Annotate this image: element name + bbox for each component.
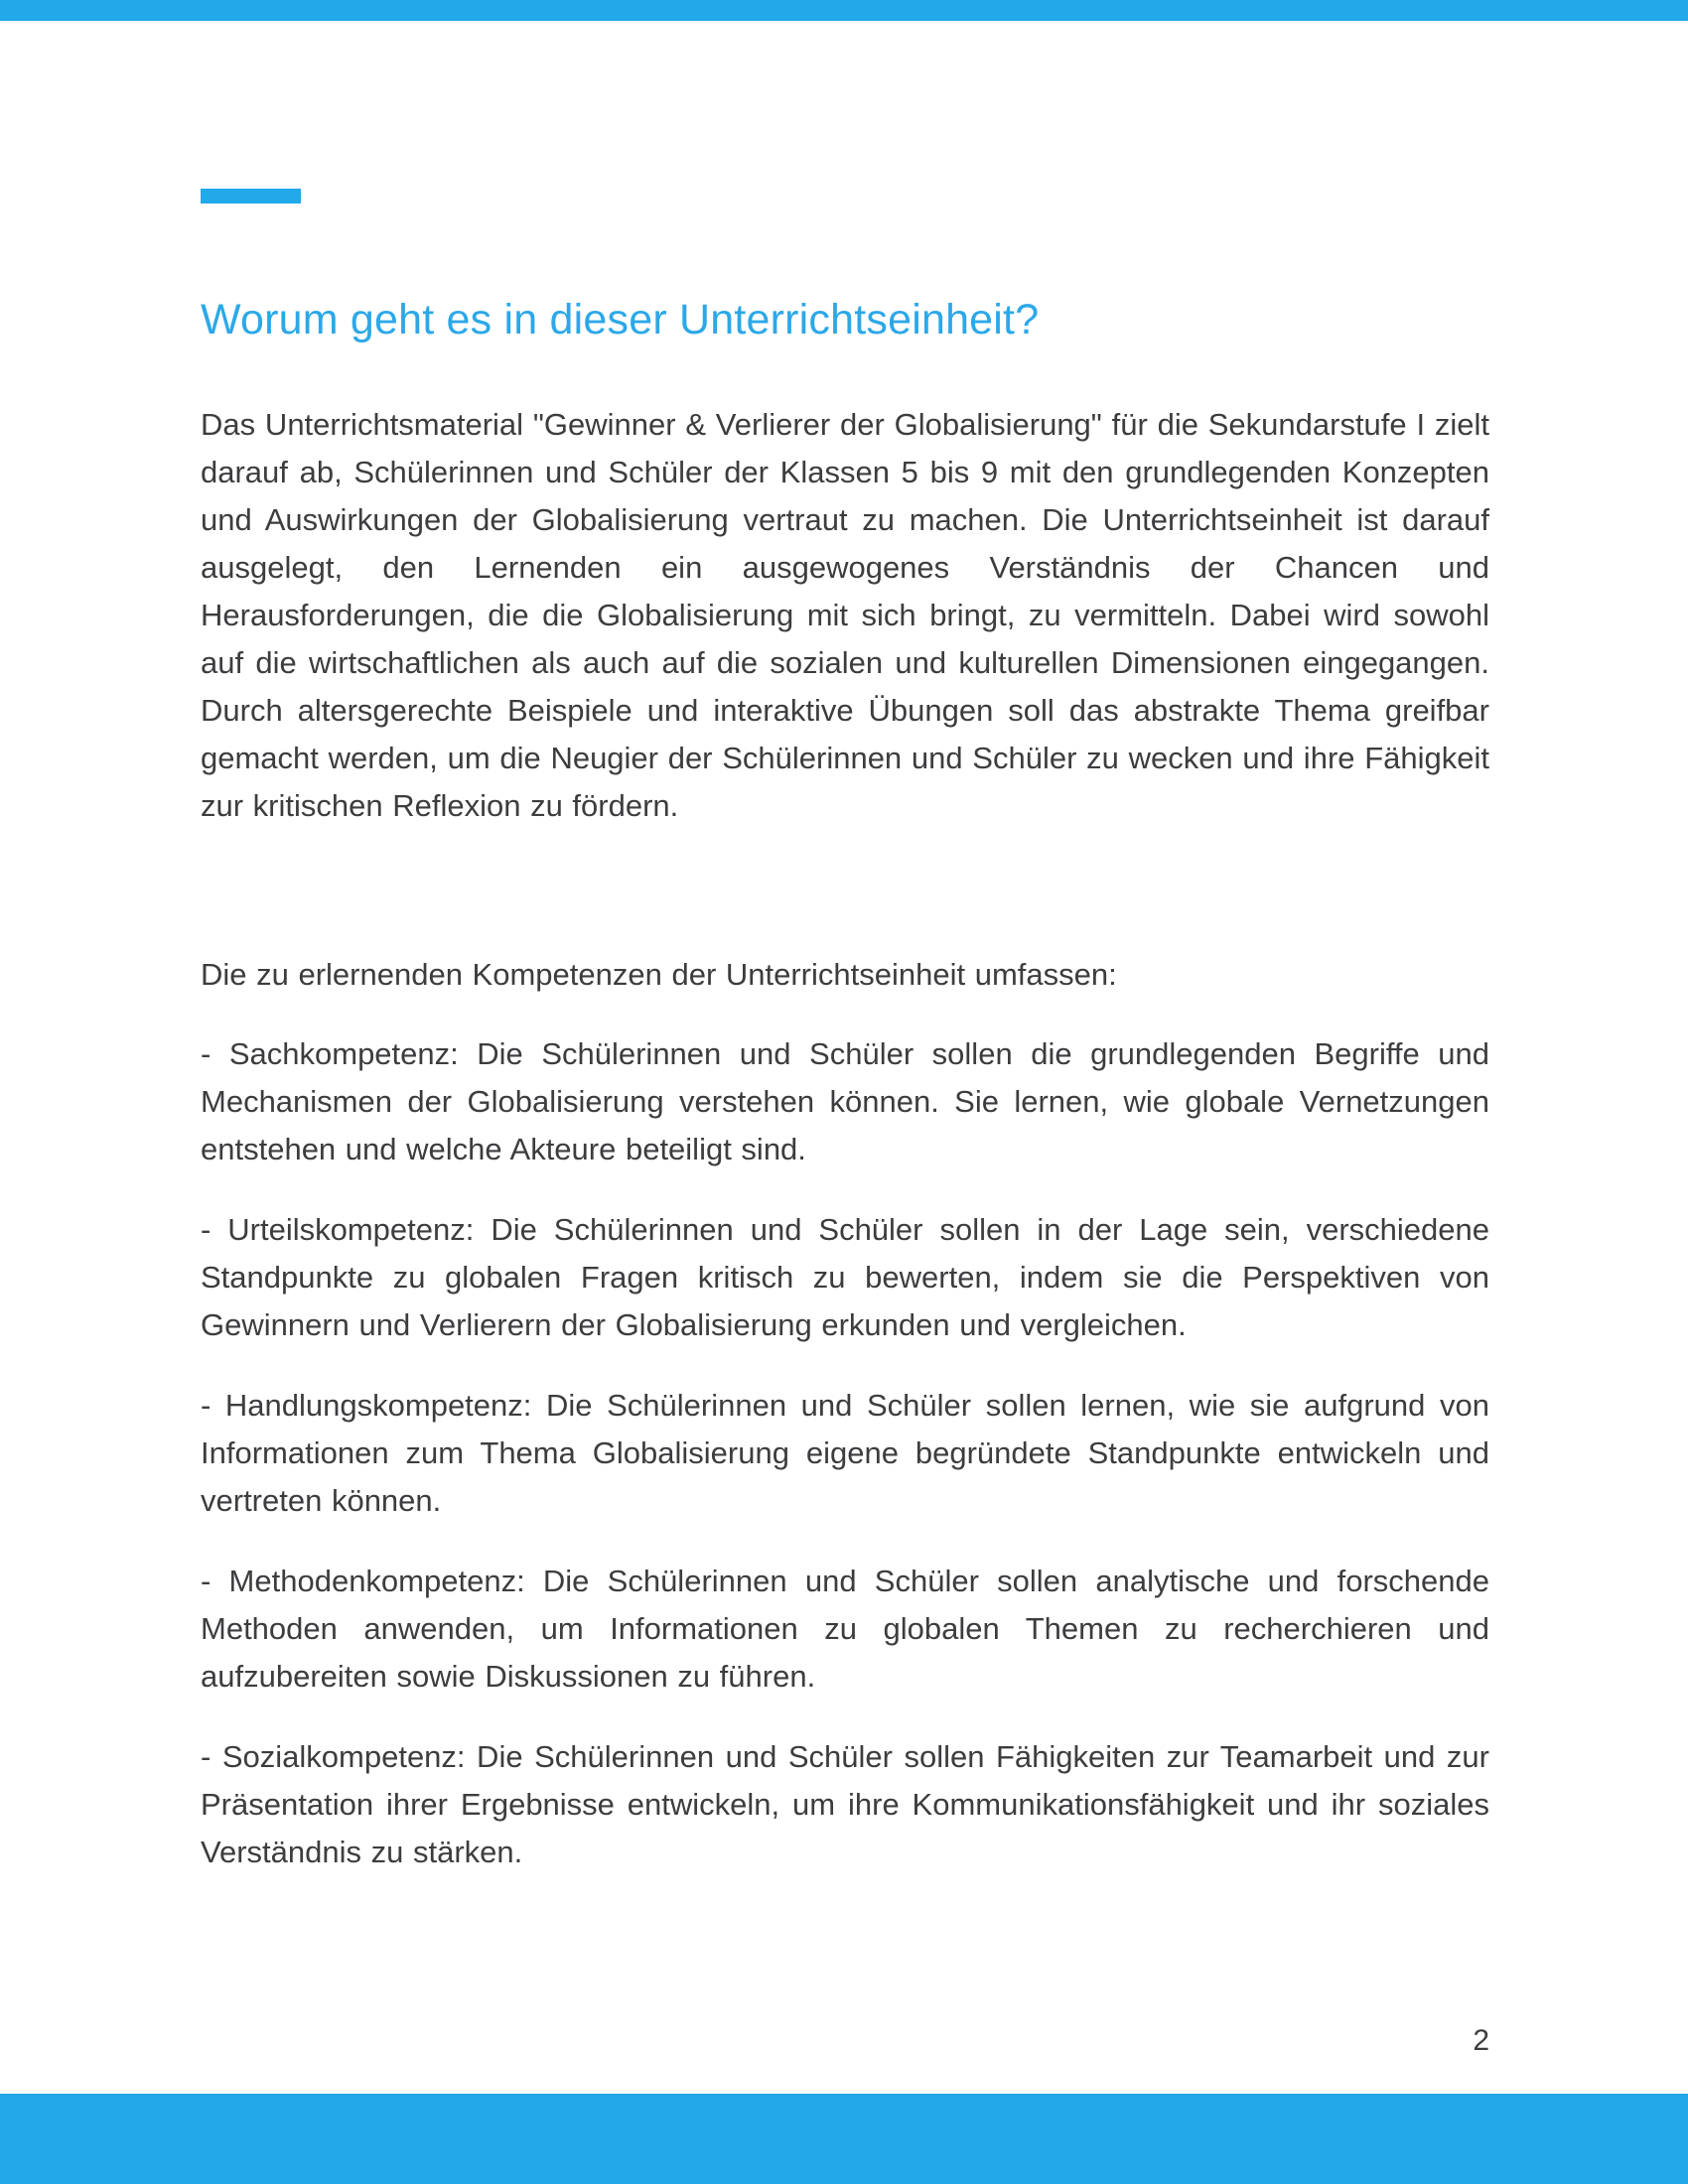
competency-item-urteilskompetenz: - Urteilskompetenz: Die Schülerinnen und Schüler sollen in der Lage sein, verschiedene Standpunkte zu globalen Fragen kritisch zu bewerten, indem sie die Perspektiven von Gewinnern und Verlierern der Globalisierung erkunden und vergleichen.	[201, 1212, 1489, 1342]
page-body	[201, 401, 1489, 1909]
competency-item-sozialkompetenz: - Sozialkompetenz: Die Schülerinnen und Schüler sollen Fähigkeiten zur Teamarbeit und zur Präsentation ihrer Ergebnisse entwickeln, um ihre Kommunikationsfähigkeit und ihr soziales Verständnis zu stärken.	[201, 1739, 1489, 1869]
intro-paragraph: Das Unterrichtsmaterial "Gewinner & Verlierer der Globalisierung" für die Sekundarstufe I zielt darauf ab, Schülerinnen und Schüler der Klassen 5 bis 9 mit den grundlegenden Konzepten und Auswirkungen der Globalisierung vertraut zu machen. Die Unterrichtseinheit ist darauf ausgelegt, den Lernenden ein ausgewogenes Verständnis der Chancen und Herausforderungen, die die Globalisierung mit sich bringt, zu vermitteln. Dabei wird sowohl auf die wirtschaftlichen als auch auf die sozialen und kulturellen Dimensionen eingegangen. Durch altersgerechte Beispiele und interaktive Übungen soll das abstrakte Thema greifbar gemacht werden, um die Neugier der Schülerinnen und Schüler zu wecken und ihre Fähigkeit zur kritischen Reflexion zu fördern.	[201, 407, 1489, 823]
bottom-accent-bar	[0, 2094, 1688, 2184]
top-accent-bar	[0, 0, 1688, 21]
competency-item-methodenkompetenz: - Methodenkompetenz: Die Schülerinnen und Schüler sollen analytische und forschende Methoden anwenden, um Informationen zu globalen Themen zu recherchieren und aufzubereiten sowie Diskussionen zu führen.	[201, 1564, 1489, 1694]
page-title: Worum geht es in dieser Unterrichtseinheit?	[201, 296, 1040, 343]
page-number: 2	[1473, 2024, 1489, 2057]
competency-item-handlungskompetenz: - Handlungskompetenz: Die Schülerinnen und Schüler sollen lernen, wie sie aufgrund von Informationen zum Thema Globalisierung eigene begründete Standpunkte entwickeln und vertreten können.	[201, 1388, 1489, 1518]
competency-item-sachkompetenz: - Sachkompetenz: Die Schülerinnen und Schüler sollen die grundlegenden Begriffe und Mechanismen der Globalisierung verstehen können. Sie lernen, wie globale Vernetzungen entstehen und welche Akteure beteiligt sind.	[201, 1036, 1489, 1166]
competencies-intro: Die zu erlernenden Kompetenzen der Unterrichtseinheit umfassen:	[201, 957, 1117, 992]
heading-accent-dash	[201, 189, 301, 204]
